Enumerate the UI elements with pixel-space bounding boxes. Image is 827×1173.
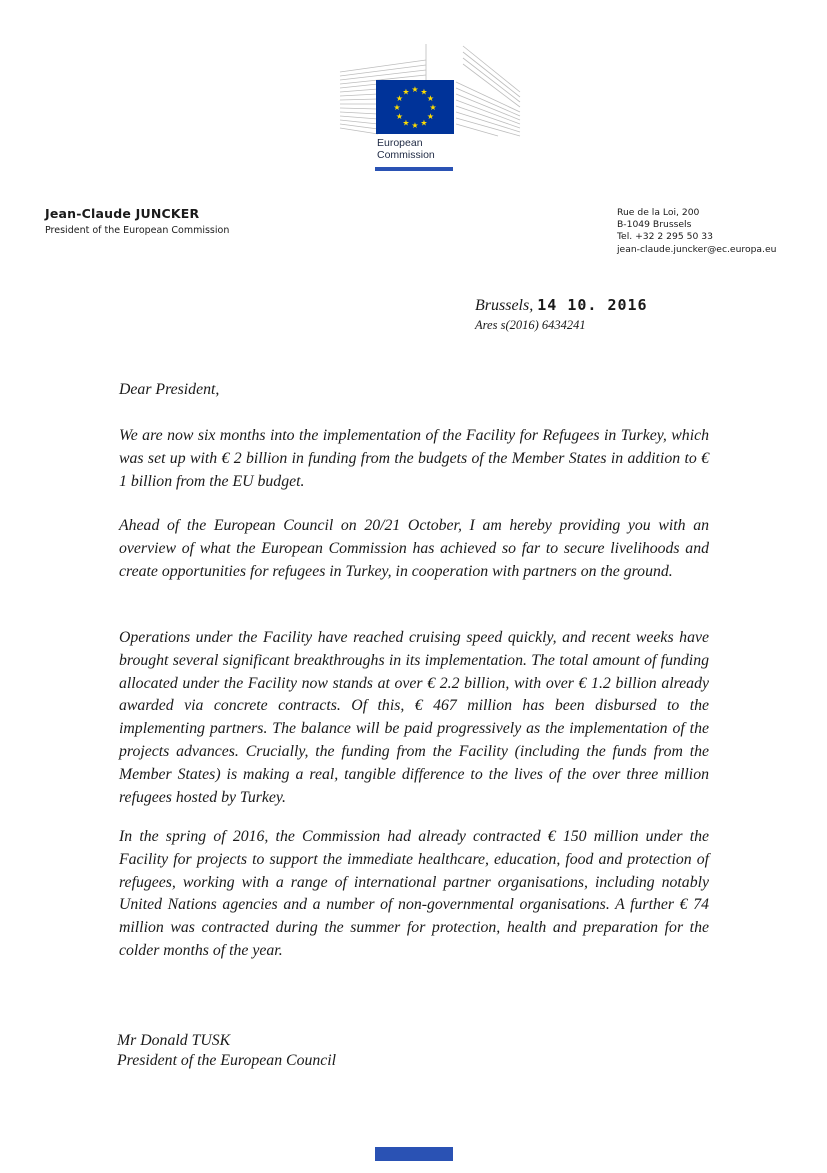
logo-line-european: European (377, 137, 423, 149)
dateline-place: Brussels, (475, 297, 534, 314)
logo-wordmark (377, 137, 435, 161)
address-block (617, 207, 776, 256)
salutation: Dear President, (119, 381, 220, 398)
svg-text:★: ★ (402, 118, 410, 128)
svg-text:★: ★ (395, 112, 404, 121)
address-city: B-1049 Brussels (617, 219, 692, 231)
svg-text:★: ★ (420, 87, 428, 97)
letter-paragraph: We are now six months into the implementation of the Facility for Refugees in Turkey, which was set up with € 2 billion in funding from the budgets of the Member States in addition to € 1 billion from the EU budget. (119, 427, 709, 490)
logo-line-commission: Commission (377, 149, 435, 161)
recipient-name: Mr Donald TUSK (117, 1032, 231, 1049)
footer-accent-bar (375, 1147, 453, 1161)
svg-text:★: ★ (402, 87, 410, 97)
svg-text:★: ★ (393, 103, 401, 112)
sender-title: President of the European Commission (45, 225, 230, 236)
letter-paragraph: Ahead of the European Council on 20/21 October, I am hereby providing you with an overview of what the European Commission has achieved so far to secure livelihoods and create opportunities for refugees in Turkey, in cooperation with partners on the ground. (119, 517, 709, 580)
svg-text:★: ★ (426, 94, 435, 103)
recipient-title: President of the European Council (117, 1052, 337, 1069)
svg-text:★: ★ (411, 121, 419, 130)
svg-text:★: ★ (429, 103, 437, 112)
letter-paragraph: In the spring of 2016, the Commission had already contracted € 150 million under the Facility for projects to support the immediate healthcare, education, food and protection of refugees, working with a range of international partner organisations, including notably United Nations agencies and a number of non-governmental organisations. A further € 74 million was contracted during the summer for protection, health and preparation for the colder months of the year. (119, 828, 709, 959)
dateline (475, 296, 648, 315)
svg-text:★: ★ (420, 118, 428, 128)
letter-paragraph: Operations under the Facility have reached cruising speed quickly, and recent weeks have brought several significant breakthroughs in its implementation. The total amount of funding allocated under the Facility now stands at over € 2.2 billion, with over € 1.2 billion already awarded via concrete contracts. Of this, € 467 million has been disbursed to the implementing partners. The balance will be paid progressively as the implementation of the projects advances. Crucially, the funding from the Facility (including the funds from the Member States) is making a real, tangible difference to the lives of the over three million refugees hosted by Turkey. (119, 629, 709, 806)
svg-text:★: ★ (426, 112, 435, 121)
svg-text:★: ★ (395, 94, 404, 103)
address-street: Rue de la Loi, 200 (617, 207, 700, 218)
recipient-block (117, 1031, 336, 1071)
date-stamp: 14 10. 2016 (537, 296, 648, 314)
sender-name: Jean-Claude JUNCKER (45, 206, 200, 221)
address-phone: Tel. +32 2 295 50 33 (617, 231, 713, 243)
address-email: jean-claude.juncker@ec.europa.eu (617, 243, 777, 255)
logo-accent-bar (375, 167, 453, 171)
svg-text:★: ★ (411, 85, 419, 94)
ares-reference: Ares s(2016) 6434241 (475, 318, 586, 332)
